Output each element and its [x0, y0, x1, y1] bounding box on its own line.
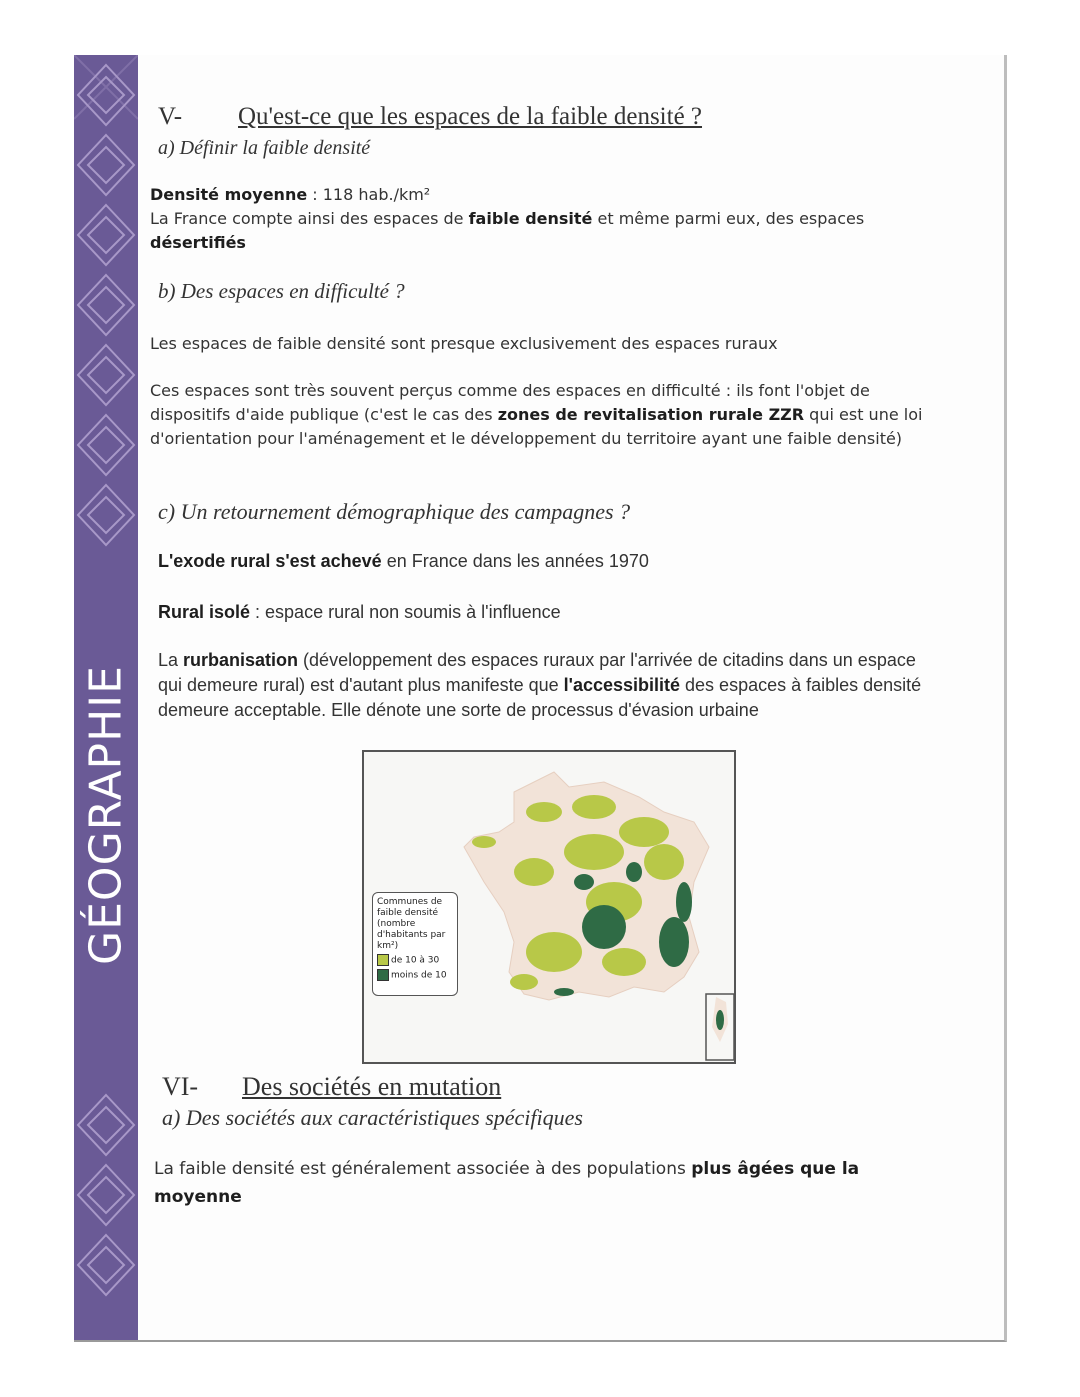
subsection-5a-heading: a) Définir la faible densité [158, 137, 371, 159]
legend-swatch-dark [377, 969, 389, 981]
difficulty-paragraph-2 [150, 379, 940, 451]
legend-label-1: de 10 à 30 [391, 955, 440, 966]
section-5-title: Qu'est-ce que les espaces de la faible densité ? [238, 103, 703, 130]
density-line2-bold: faible densité [468, 209, 593, 228]
legend-swatch-light [377, 954, 389, 966]
document-page [74, 55, 1007, 1342]
subsection-6a-heading: a) Des sociétés aux caractéristiques spécifiques [162, 1105, 583, 1130]
section-5-heading [158, 103, 702, 131]
rurbanisation-bold: rurbanisation [183, 650, 299, 670]
density-value: : 118 hab./km² [307, 185, 431, 204]
density-line3-bold: désertifiés [150, 233, 246, 252]
exode-text: en France dans les années 1970 [381, 551, 649, 571]
legend-title: Communes de faible densité (nombre d'habitants par km²) [377, 897, 446, 951]
rural-isole-text: : espace rural non soumis à l'influence [250, 602, 561, 622]
legend-item-2 [377, 969, 457, 982]
legend-item-1 [377, 954, 457, 967]
section-6-title: Des sociétés en mutation [242, 1072, 502, 1101]
density-line2-end: et même parmi eux, des espaces [592, 209, 865, 228]
ageing-text: La faible densité est généralement associée à des populations [154, 1159, 692, 1179]
rural-isole-bold: Rural isolé [158, 602, 251, 622]
section-5-number: V- [158, 103, 183, 130]
accessibilite-bold: l'accessibilité [563, 675, 681, 695]
difficulty-paragraph-1: Les espaces de faible densité sont presque exclusivement des espaces ruraux [150, 334, 778, 353]
rurb-end: des espaces à faibles densité demeure acceptable. Elle dénote une sorte de processus d'évasion urbaine [158, 675, 922, 720]
ageing-bold: plus âgées que la moyenne [154, 1159, 860, 1207]
exode-bold: L'exode rural s'est achevé [158, 551, 382, 571]
sidebar-band [74, 55, 138, 1340]
density-line2-start: La France compte ainsi des espaces de [150, 209, 469, 228]
map-legend [372, 892, 458, 996]
section-6-heading [162, 1072, 501, 1102]
content-area [150, 55, 970, 1340]
subsection-5c-heading: c) Un retournement démographique des campagnes ? [158, 499, 631, 524]
density-map [362, 750, 736, 1064]
rurb-middle: (développement des espaces ruraux par l'arrivée de citadins dans un espace qui demeure rural) est d'autant plus manifeste que [158, 650, 916, 695]
rurbanisation-paragraph [158, 648, 938, 723]
exode-paragraph [158, 549, 958, 574]
subsection-5b-heading: b) Des espaces en difficulté ? [158, 279, 405, 303]
density-paragraph [150, 183, 950, 255]
density-label: Densité moyenne [150, 185, 308, 204]
legend-label-2: moins de 10 [391, 970, 447, 980]
sidebar-title: GÉOGRAPHIE [80, 665, 132, 965]
ageing-paragraph [154, 1155, 934, 1211]
rural-isole-paragraph [158, 600, 958, 625]
difficulty-p2-start: Ces espaces sont très souvent perçus comme des espaces en difficulté : ils font l'objet de dispositifs d'aide publique (c'est le cas des [150, 381, 870, 424]
zrr-bold: zones de revitalisation rurale ZZR [497, 405, 805, 424]
rurb-start: La [158, 650, 184, 670]
section-6-number: VI- [162, 1072, 199, 1101]
difficulty-p2-end: qui est une loi d'orientation pour l'aménagement et le développement du territoire ayant une faible densité) [150, 405, 923, 448]
